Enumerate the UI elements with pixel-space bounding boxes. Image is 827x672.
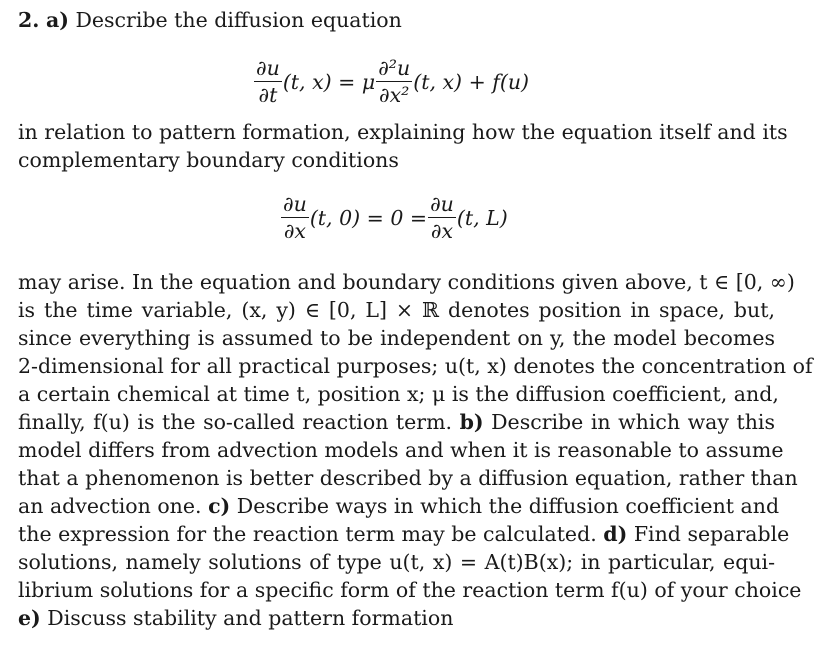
diffusion-equation: [253, 56, 529, 107]
lhs-args: (t, x) = μ: [282, 69, 376, 94]
part-a-intro: Describe the diffusion equation: [75, 8, 402, 32]
paragraph-line: that a phenomenon is better described by a diffusion equation, rather than: [18, 466, 798, 490]
boundary-conditions-equation: [280, 192, 508, 243]
bc-rhs-args: (t, L): [456, 205, 508, 230]
paragraph-line: solutions, namely solutions of type u(t, x) = A(t)B(x); in particular, equi-: [18, 550, 775, 574]
paragraph-line: model differs from advection models and when it is reasonable to assume: [18, 438, 784, 462]
paragraph-line: may arise. In the equation and boundary conditions given above, t ∈ [0, ∞): [18, 270, 795, 294]
part-e-label: e): [18, 606, 41, 630]
paragraph-line: finally, f(u) is the so-called reaction term. b) Describe in which way this: [18, 410, 775, 434]
bc-lhs-fraction: $\frac{\partial u}{\partial x}$: [283, 192, 307, 243]
part-a-label: a): [45, 8, 69, 32]
rhs-args: (t, x) + f(u): [413, 69, 530, 94]
part-c-label: c): [208, 494, 231, 518]
part-b-label: b): [459, 410, 484, 434]
paragraph-line: 2-dimensional for all practical purposes; u(t, x) denotes the concentration of: [18, 354, 813, 378]
paragraph-line: since everything is assumed to be independent on y, the model becomes: [18, 326, 775, 350]
rhs-fraction: $\frac{\text{∂²u}}{\text{∂x²}}$: [378, 56, 411, 107]
problem-number: 2.: [18, 8, 40, 32]
paragraph-line: librium solutions for a specific form of the reaction term f(u) of your choice: [18, 578, 802, 602]
bc-middle: (t, 0) = 0 =: [309, 205, 428, 230]
lhs-fraction: $\frac{\partial u}{\partial t}$: [256, 56, 280, 107]
paragraph-line: an advection one. c) Describe ways in which the diffusion coefficient and: [18, 494, 780, 518]
paragraph-line: e) Discuss stability and pattern formation: [18, 606, 454, 630]
paragraph-line: the expression for the reaction term may be calculated. d) Find separable: [18, 522, 790, 546]
paragraph-line: a certain chemical at time t, position x; μ is the diffusion coefficient, and,: [18, 382, 779, 406]
paragraph-line: is the time variable, (x, y) ∈ [0, L] × ℝ denotes position in space, but,: [18, 298, 775, 322]
part-d-label: d): [603, 522, 628, 546]
bc-rhs-fraction: $\frac{\partial u}{\partial x}$: [430, 192, 454, 243]
paragraph-line: complementary boundary conditions: [18, 148, 399, 172]
problem-heading: [18, 6, 775, 34]
paragraph-line: in relation to pattern formation, explaining how the equation itself and its: [18, 120, 788, 144]
